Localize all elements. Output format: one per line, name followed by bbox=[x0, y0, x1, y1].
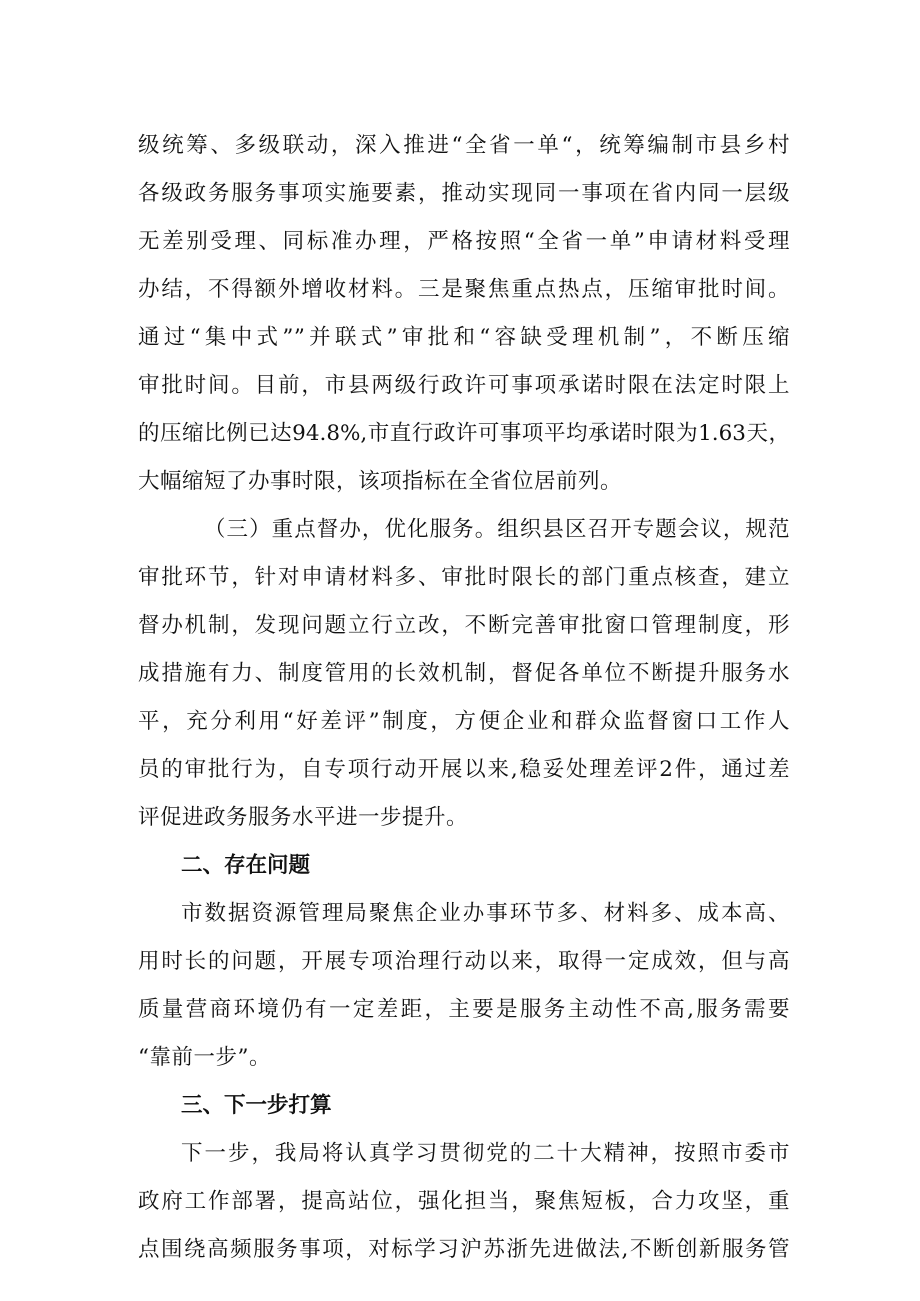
text-line: 通过“集中式””并联式”审批和“容缺受理机制”，不断压缩 bbox=[138, 325, 790, 350]
section-heading-problems: 二、存在问题 bbox=[181, 853, 311, 878]
text-line: 政府工作部署，提高站位，强化担当，聚焦短板，合力攻坚，重 bbox=[138, 1189, 790, 1214]
text-line: 质量营商环境仍有一定差距，主要是服务主动性不高,服务需要 bbox=[138, 997, 790, 1022]
text-line: 督办机制，发现问题立行立改，不断完善审批窗口管理制度，形 bbox=[138, 613, 790, 638]
text-line: 点围绕高频服务事项，对标学习沪苏浙先进做法,不断创新服务管 bbox=[138, 1237, 790, 1262]
text-line: 办结，不得额外增收材料。三是聚焦重点热点，压缩审批时间。 bbox=[138, 277, 790, 302]
text-line: 审批时间。目前，市县两级行政许可事项承诺时限在法定时限上 bbox=[138, 373, 790, 398]
text-line: 下一步，我局将认真学习贯彻党的二十大精神，按照市委市 bbox=[181, 1141, 790, 1166]
text-line: 用时长的问题，开展专项治理行动以来，取得一定成效，但与高 bbox=[138, 949, 790, 974]
text-line: 级统筹、多级联动，深入推进“全省一单“，统筹编制市县乡村 bbox=[138, 133, 790, 158]
section-heading-next-steps: 三、下一步打算 bbox=[181, 1093, 332, 1118]
text-line: 各级政务服务事项实施要素，推动实现同一事项在省内同一层级 bbox=[138, 181, 790, 206]
text-line: 平，充分利用“好差评”制度，方便企业和群众监督窗口工作人 bbox=[138, 709, 790, 734]
text-line: 审批环节，针对申请材料多、审批时限长的部门重点核查，建立 bbox=[138, 565, 790, 590]
text-line: 无差别受理、同标准办理，严格按照“全省一单”申请材料受理 bbox=[138, 229, 790, 254]
text-line: 市数据资源管理局聚焦企业办事环节多、材料多、成本高、 bbox=[181, 901, 790, 926]
paragraph-approval-reform bbox=[138, 122, 790, 506]
text-line: “靠前一步”。 bbox=[138, 1045, 271, 1070]
paragraph-supervision bbox=[138, 506, 790, 842]
text-line: 大幅缩短了办事时限，该项指标在全省位居前列。 bbox=[138, 469, 623, 494]
text-line: （三）重点督办，优化服务。组织县区召开专题会议，规范 bbox=[204, 517, 790, 542]
text-line: 评促进政务服务水平进一步提升。 bbox=[138, 805, 469, 830]
text-line: 成措施有力、制度管用的长效机制，督促各单位不断提升服务水 bbox=[138, 661, 790, 686]
paragraph-problems bbox=[138, 890, 790, 1082]
paragraph-next-steps bbox=[138, 1130, 790, 1274]
text-line: 员的审批行为，自专项行动开展以来,稳妥处理差评2件，通过差 bbox=[138, 757, 790, 782]
text-line: 的压缩比例已达94.8%,市直行政许可事项平均承诺时限为1.63天， bbox=[138, 421, 790, 446]
document-page bbox=[138, 122, 790, 1274]
